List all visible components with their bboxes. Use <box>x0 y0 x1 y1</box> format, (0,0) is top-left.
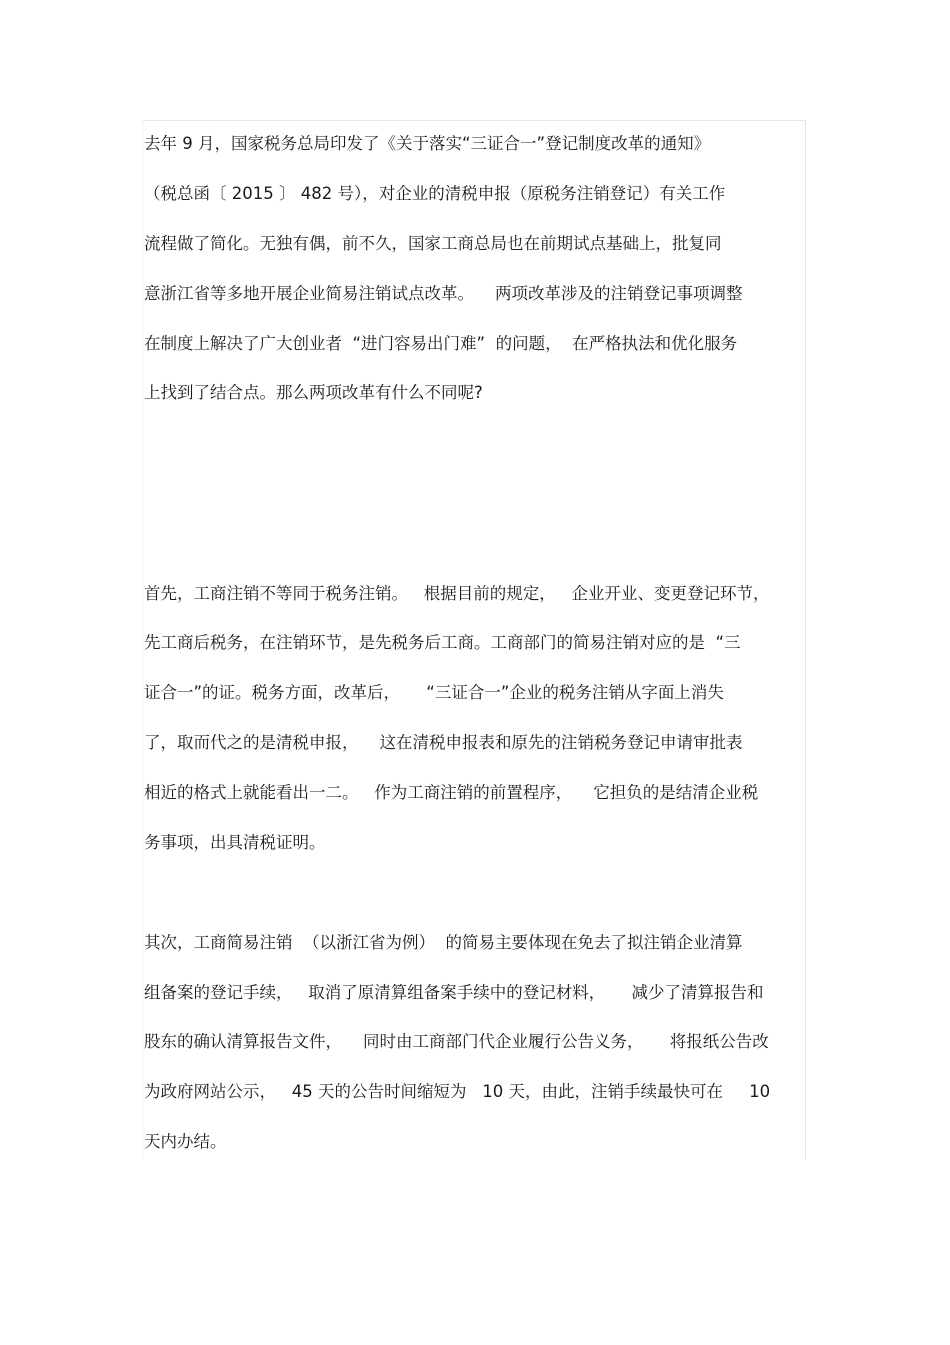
paragraph-3-line-1: 其次，工商简易注销 （以浙江省为例） 的简易主要体现在免去了拟注销企业清算 <box>144 933 743 952</box>
paragraph-2-line-5: 相近的格式上就能看出一二。 作为工商注销的前置程序， 它担负的是结清企业税 <box>144 783 759 802</box>
paragraph-1-line-4: 意浙江省等多地开展企业简易注销试点改革。 两项改革涉及的注销登记事项调整 <box>144 284 743 303</box>
paragraph-1-line-3: 流程做了简化。无独有偶，前不久，国家工商总局也在前期试点基础上，批复同 <box>144 234 722 253</box>
paragraph-3-line-3: 股东的确认清算报告文件， 同时由工商部门代企业履行公告义务， 将报纸公告改 <box>144 1032 769 1051</box>
paragraph-3-line-2: 组备案的登记手续， 取消了原清算组备案手续中的登记材料， 减少了清算报告和 <box>144 983 764 1002</box>
paragraph-2-line-6: 务事项，出具清税证明。 <box>144 833 326 852</box>
paragraph-1-line-2: （税总函〔 2015 〕 482 号），对企业的清税申报（原税务注销登记）有关工作 <box>144 184 726 203</box>
paragraph-1-line-6: 上找到了结合点。那么两项改革有什么不同呢? <box>144 383 483 402</box>
paragraph-2-line-4: 了，取而代之的是清税申报， 这在清税申报表和原先的注销税务登记申请审批表 <box>144 733 743 752</box>
paragraph-3-line-4: 为政府网站公示， 45 天的公告时间缩短为 10 天，由此，注销手续最快可在 10 <box>144 1082 771 1101</box>
paragraph-1-line-1: 去年 9 月，国家税务总局印发了《关于落实“三证合一”登记制度改革的通知》 <box>144 134 711 153</box>
paragraph-2-line-2: 先工商后税务，在注销环节，是先税务后工商。工商部门的简易注销对应的是 “三 <box>144 633 741 652</box>
paragraph-3-line-5: 天内办结。 <box>144 1132 227 1151</box>
paragraph-2-line-3: 证合一”的证。税务方面，改革后， “三证合一”企业的税务注销从字面上消失 <box>144 683 724 702</box>
paragraph-2-line-1: 首先，工商注销不等同于税务注销。 根据目前的规定， 企业开业、变更登记环节， <box>144 584 770 603</box>
paragraph-1-line-5: 在制度上解决了广大创业者 “进门容易出门难” 的问题， 在严格执法和优化服务 <box>144 334 738 353</box>
